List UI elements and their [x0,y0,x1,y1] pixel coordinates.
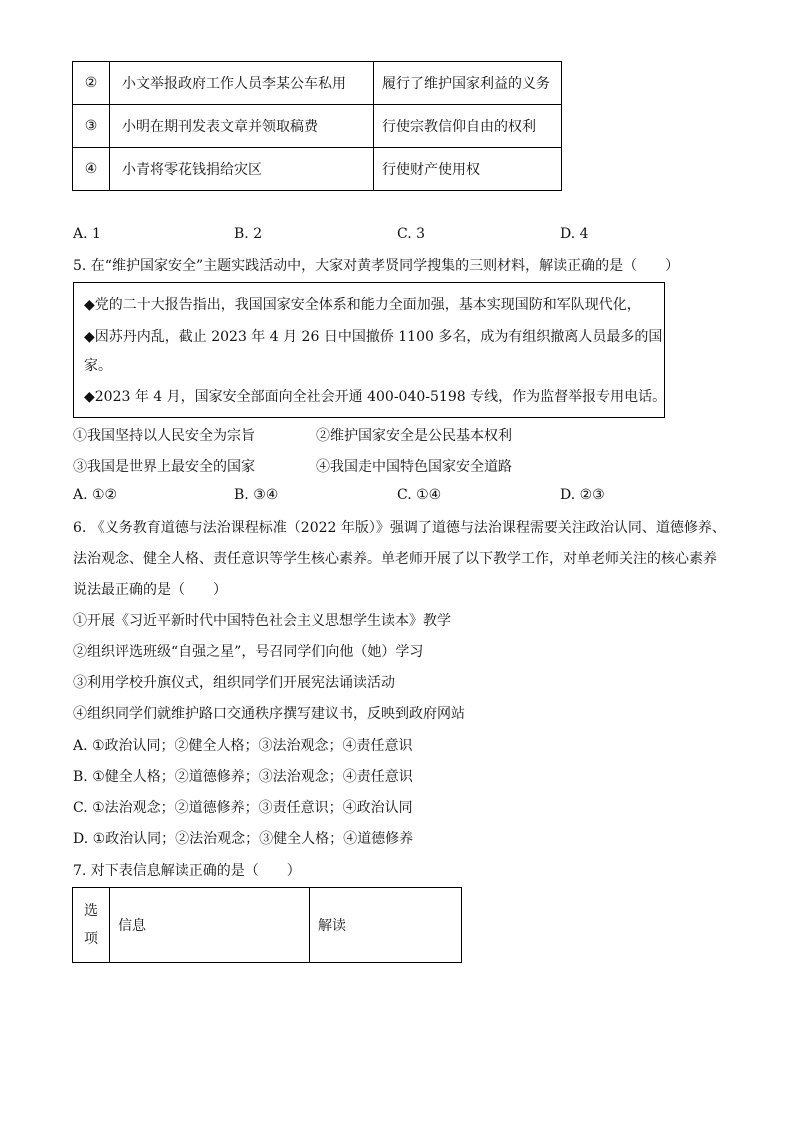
header-option-line1: 选 [84,903,98,919]
q6-option-c[interactable]: C. ①法治观念；②道德修养；③责任意识；④政治认同 [73,800,413,816]
option-b[interactable]: B. ③④ [234,487,279,503]
material-line: 家。 [84,358,112,374]
material-line: ◆2023 年 4 月，国家安全部面向全社会开通 400-040-5198 专线，作为监督举报专用电话。 [84,389,667,405]
q6-item: ④组织同学们就维护路口交通秩序撰写建议书，反映到政府网站 [73,706,465,722]
q6-option-a[interactable]: A. ①政治认同；②健全人格；③法治观念；④责任意识 [73,738,413,754]
header-option-line2: 项 [84,931,98,947]
material-line: ◆党的二十大报告指出，我国国家安全体系和能力全面加强，基本实现国防和军队现代化， [84,297,641,313]
q6-stem-line: 6. 《义务教育道德与法治课程标准（2022 年版）》强调了道德与法治课程需要关注政治认同、道德修养、 [73,520,726,536]
statement: ④我国走中国特色国家安全道路 [316,459,512,475]
row-judgement: 行使宗教信仰自由的权利 [374,105,562,148]
q5-statements-row1 [73,425,733,445]
q4-options [73,226,733,246]
q5-stem: 5. 在“维护国家安全”主题实践活动中，大家对黄孝贤同学搜集的三则材料，解读正确的是（ ） [73,258,680,274]
q6-option-d[interactable]: D. ①政治认同；②法治观念；③健全人格；④道德修养 [73,831,414,847]
q6-item: ②组织评选班级“自强之星”，号召同学们向他（她）学习 [73,644,424,660]
row-event: 小明在期刊发表文章并领取稿费 [110,105,374,148]
row-judgement: 履行了维护国家利益的义务 [374,62,562,105]
option-b[interactable]: B. 2 [234,226,263,242]
row-number: ④ [73,148,110,191]
option-c[interactable]: C. ①④ [397,487,442,503]
header-info: 信息 [110,888,310,963]
statement: ②维护国家安全是公民基本权利 [316,428,512,444]
q6-item: ③利用学校升旗仪式，组织同学们开展宪法诵读活动 [73,675,395,691]
option-a[interactable]: A. 1 [73,226,101,242]
option-a[interactable]: A. ①② [73,487,118,503]
material-line: ◆因苏丹内乱，截止 2023 年 4 月 26 日中国撤侨 1100 多名，成为有组织撤离人员最多的国 [84,329,663,345]
header-option [73,888,110,963]
row-event: 小文举报政府工作人员李某公车私用 [110,62,374,105]
table-header-row [73,888,462,963]
table-row [73,62,562,105]
q7-stem: 7. 对下表信息解读正确的是（ ） [73,863,301,879]
q5-material-box [73,282,665,418]
q5-statements-row2 [73,456,733,476]
q6-option-b[interactable]: B. ①健全人格；②道德修养；③法治观念；④责任意识 [73,769,413,785]
q7-table [72,887,462,963]
option-d[interactable]: D. 4 [560,226,589,242]
q6-stem-line: 法治观念、健全人格、责任意识等学生核心素养。单老师开展了以下教学工作，对单老师关注的核心素养 [73,551,717,567]
statement: ③我国是世界上最安全的国家 [73,459,255,475]
rights-table [72,61,562,191]
q6-item: ①开展《习近平新时代中国特色社会主义思想学生读本》教学 [73,613,451,629]
option-c[interactable]: C. 3 [397,226,426,242]
row-number: ② [73,62,110,105]
option-d[interactable]: D. ②③ [560,487,605,503]
q6-stem-line: 说法最正确的是（ ） [73,582,227,598]
q5-options [73,487,733,507]
row-number: ③ [73,105,110,148]
table-row [73,105,562,148]
table-row [73,148,562,191]
row-event: 小青将零花钱捐给灾区 [110,148,374,191]
row-judgement: 行使财产使用权 [374,148,562,191]
statement: ①我国坚持以人民安全为宗旨 [73,428,255,444]
header-interpretation: 解读 [310,888,462,963]
